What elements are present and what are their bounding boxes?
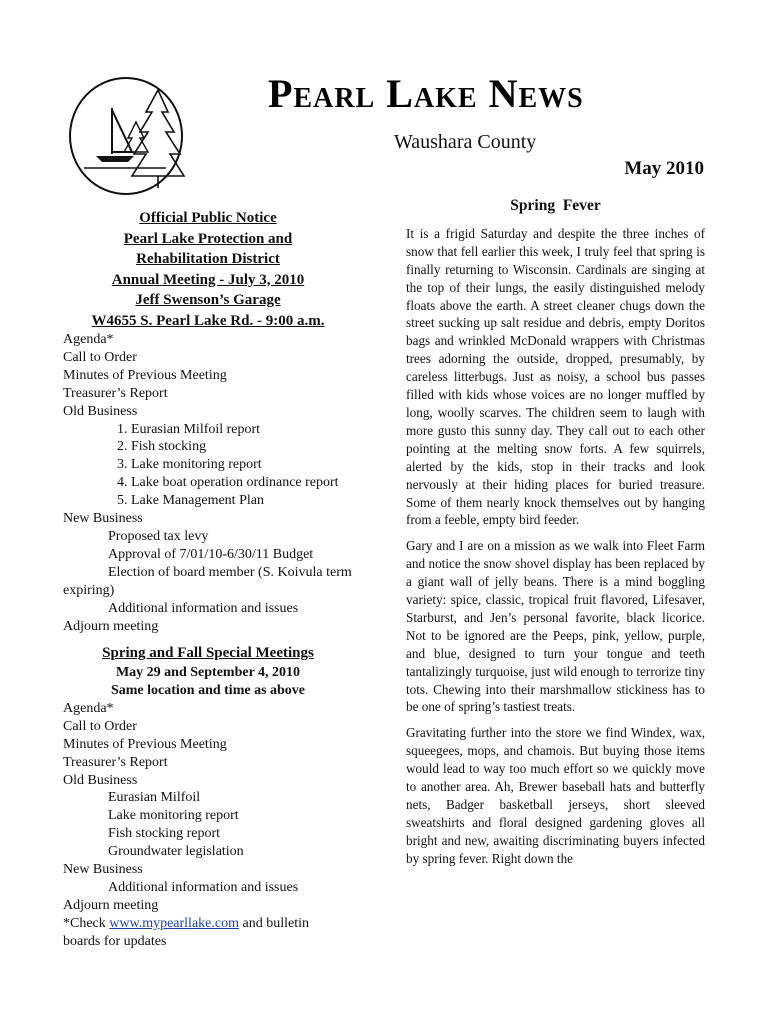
county-label: Waushara County <box>394 131 537 153</box>
updates-footnote <box>63 915 333 951</box>
agenda-item: Minutes of Previous Meeting <box>63 367 227 383</box>
article-paragraph: Gary and I are on a mission as we walk into Fleet Farm and notice the snow shovel display has been replaced by a giant wall of jelly beans. There is a mind boggling variety: spice, classic, tropical fruit flavored, Lifesaver, Starburst, and Jen’s personal favorite, black licorice. Not to be ignored are the Peeps, pink, yellow, purple, and blue, designed to turn your tongue and teeth tantalizingly turquoise, just wild enough to terrorize tiny tots. Chewing into their marshmallow stickiness has to be one of spring’s tastiest treats. <box>406 538 705 715</box>
list-item: Additional information and issues <box>108 879 299 895</box>
agenda-item: Adjourn meeting <box>63 618 159 634</box>
agenda-item: Minutes of Previous Meeting <box>63 736 227 752</box>
agenda-item: Treasurer’s Report <box>63 385 168 401</box>
notice-heading: Official Public Notice <box>139 210 277 226</box>
list-item: Fish stocking report <box>108 826 220 842</box>
article-paragraph: Gravitating further into the store we find Windex, wax, squeegees, mops, and chamois. But buying those items would lead to way too much effort so we quickly move to another area. Ah, Brewer baseball hats and butterfly nets, Badger basketball jerseys, short sleeved sweatshirts and floral designed gardening gloves all bright and new, awaiting discriminating buyers infected by spring fever. Right down the <box>406 725 705 866</box>
sailboat-sail <box>112 110 132 152</box>
agenda-label: Agenda* <box>63 332 114 347</box>
agenda-item: Call to Order <box>63 718 137 734</box>
agenda-item: New Business <box>63 862 143 878</box>
list-item: Approval of 7/01/10-6/30/11 Budget <box>108 546 314 562</box>
agenda-item: Old Business <box>63 772 138 788</box>
left-column <box>63 208 353 951</box>
old-business-list <box>63 421 353 511</box>
list-item: Groundwater legislation <box>108 844 244 860</box>
agenda-item: Old Business <box>63 403 138 419</box>
list-item: Proposed tax levy <box>108 528 209 544</box>
footnote-suffix: and bulletin boards for updates <box>63 915 309 949</box>
list-item: Election of board member (S. Koivula term expiring) <box>63 564 352 598</box>
sailboat-hull <box>96 156 134 162</box>
list-item: 2. Fish stocking <box>131 438 353 456</box>
list-item: 3. Lake monitoring report <box>131 456 353 474</box>
list-item: Additional information and issues <box>108 600 299 616</box>
list-item: 1. Eurasian Milfoil report <box>131 421 353 439</box>
agenda-item: Adjourn meeting <box>63 897 159 913</box>
footnote-prefix: *Check <box>63 915 110 931</box>
agenda-item: Treasurer’s Report <box>63 754 168 770</box>
special-meetings-dates: May 29 and September 4, 2010 <box>115 664 301 680</box>
meeting-venue: Jeff Swenson’s Garage <box>135 292 281 308</box>
list-item: 4. Lake boat operation ordinance report <box>131 474 353 492</box>
agenda-item: New Business <box>63 511 143 527</box>
list-item: Lake monitoring report <box>108 808 239 824</box>
right-column <box>406 197 705 876</box>
annual-meeting-date: Annual Meeting - July 3, 2010 <box>111 271 305 288</box>
newsletter-title: Pearl Lake News <box>268 71 584 116</box>
issue-date: May 2010 <box>624 158 704 179</box>
agenda-label: Agenda* <box>63 700 114 716</box>
meeting-address: W4655 S. Pearl Lake Rd. - 9:00 a.m. <box>91 312 325 329</box>
list-item: Eurasian Milfoil <box>108 790 201 806</box>
website-link[interactable]: www.mypearllake.com <box>109 915 239 931</box>
pearl-lake-logo <box>66 72 196 198</box>
special-meetings-heading: Spring and Fall Special Meetings <box>102 645 314 662</box>
article-paragraph: It is a frigid Saturday and despite the three inches of snow that fell earlier this week, I truly feel that spring is finally returning to Wisconsin. Cardinals are singing at the top of their lungs, the easily distinguished melody floats above the earth. A street cleaner chugs down the street sucking up salt residue and debris, empty Doritos bags and wrinkled McDonald wrappers with Christmas trees adorning the outside, dropped, presumably, by careless litterbugs. Just as noisy, a school bus passes filled with kids whose voices are no longer muffled by long, woolly scarves. The children seem to laugh with more gusto this sunny day. They call out to each other pointing at the melting snow forts. A few squirrels, alerted by the kids, stop in their tracks and look nervously at their hiding places for buried treasure. Some of them nearly knock themselves out by hanging from a feeble, empty bird feeder. <box>406 225 705 528</box>
notice-org-line-2: Rehabilitation District <box>136 251 280 267</box>
special-meetings-location: Same location and time as above <box>110 682 306 698</box>
list-item: 5. Lake Management Plan <box>131 492 353 510</box>
agenda-item: Call to Order <box>63 349 137 365</box>
article-title: Spring Fever <box>510 197 601 214</box>
notice-org-line-1: Pearl Lake Protection and <box>123 230 293 247</box>
